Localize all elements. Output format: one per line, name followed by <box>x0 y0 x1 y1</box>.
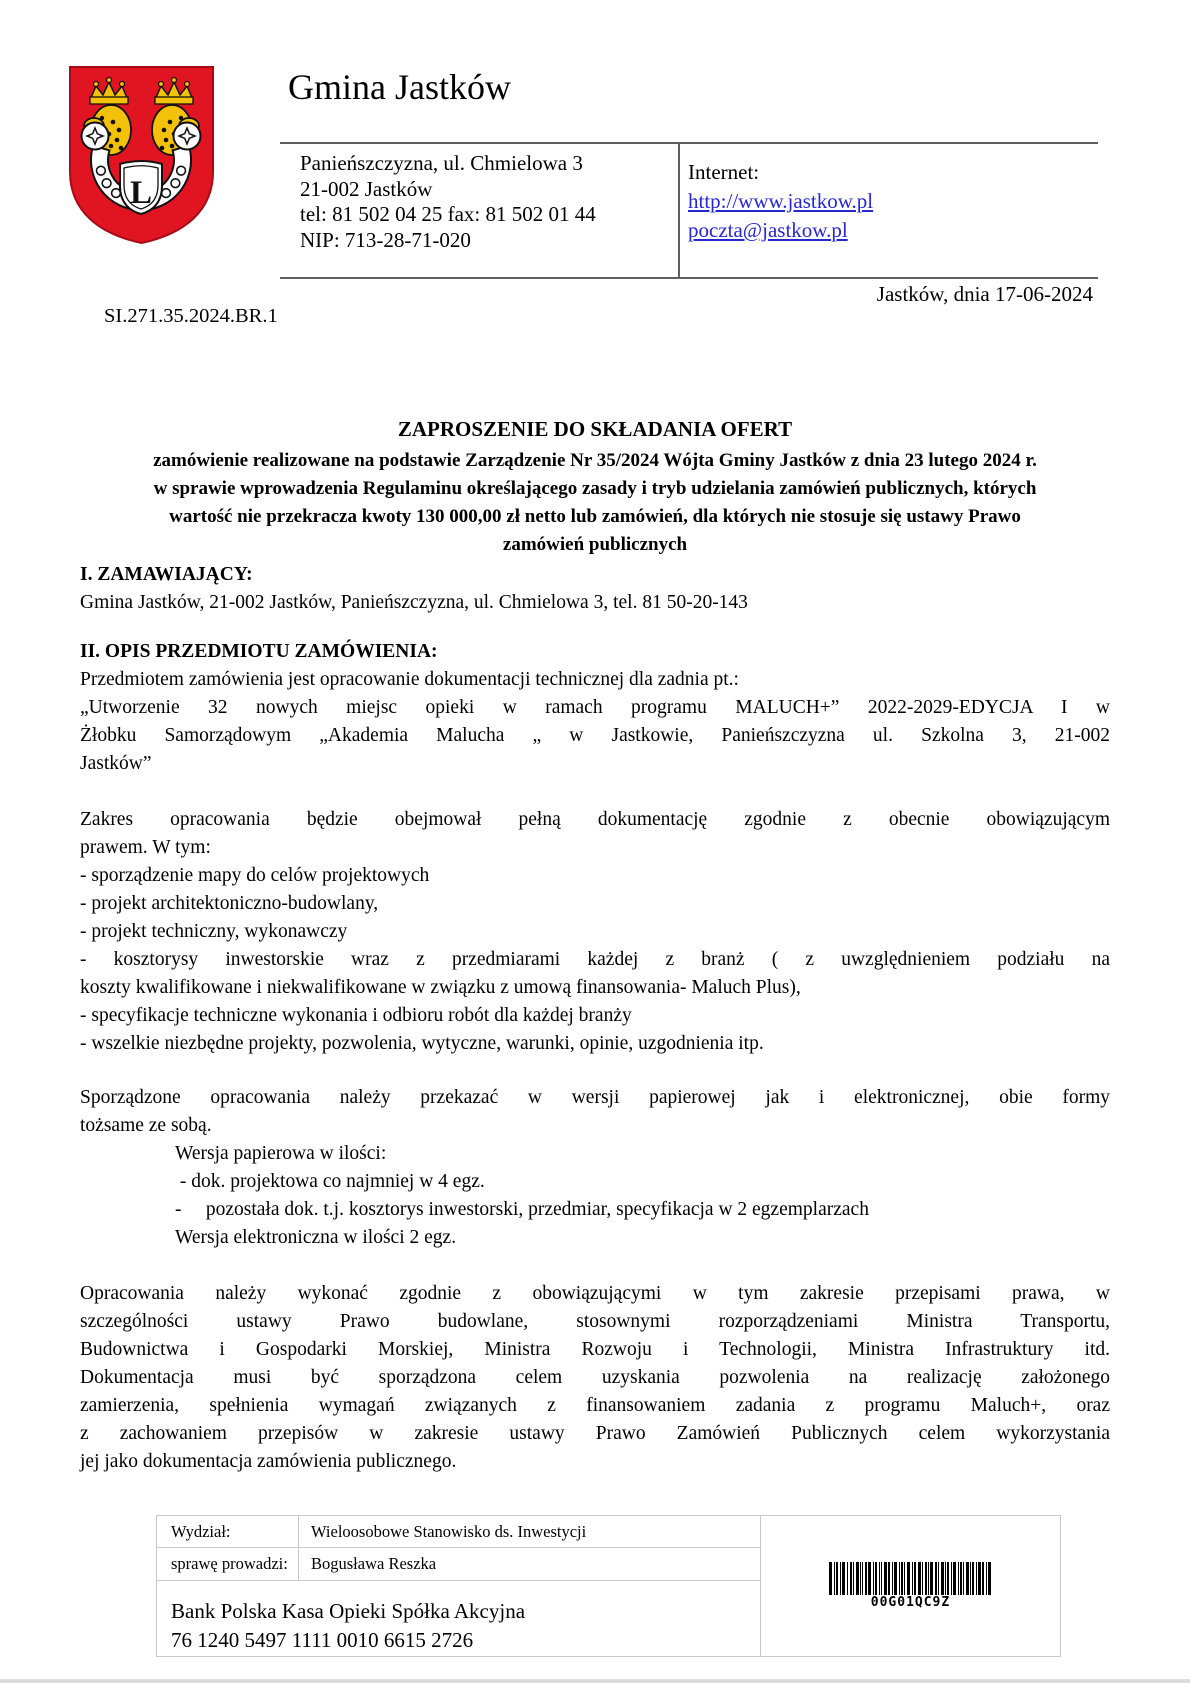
section-zakres <box>80 806 1110 1058</box>
delivery-detail: - dok. projektowa co najmniej w 4 egz. <box>175 1171 485 1192</box>
task-line: Jastków” <box>80 753 152 774</box>
final-line: zamierzenia, spełnienia wymagań związanych z finansowaniem zadania z programu Maluch+, oraz <box>80 1395 1110 1416</box>
header-vertical-divider <box>678 142 680 279</box>
svg-text:L: L <box>129 175 153 211</box>
section2-intro: Przedmiotem zamówienia jest opracowanie dokumentacji technicznej dla zadnia pt.: <box>80 669 739 690</box>
scope-item: - projekt techniczny, wykonawczy <box>80 921 348 942</box>
address-phone: tel: 81 502 04 25 fax: 81 502 01 44 <box>300 202 596 226</box>
barcode-text: 00G01QC9Z <box>870 1595 951 1610</box>
jastkow-coat-of-arms-icon <box>64 64 219 247</box>
scope-item: - sporządzenie mapy do celów projektowych <box>80 865 430 886</box>
scope-intro-line: prawem. W tym: <box>80 837 211 858</box>
section-opis-przedmiotu <box>80 638 1110 778</box>
bank-name: Bank Polska Kasa Opieki Spółka Akcyjna <box>171 1599 526 1623</box>
scope-item-line: koszty kwalifikowane i niekwalifikowane w związku z umową finansowania- Maluch Plus), <box>80 977 801 998</box>
section2-heading: II. OPIS PRZEDMIOTU ZAMÓWIENIA: <box>80 641 438 662</box>
delivery-intro-line: Sporządzone opracowania należy przekazać w wersji papierowej jak i elektronicznej, obie formy <box>80 1087 1110 1108</box>
subtitle-line: zamówień publicznych <box>502 534 688 555</box>
address-street: Panieńszczyzna, ul. Chmielowa 3 <box>300 151 583 175</box>
subtitle-line: wartość nie przekracza kwoty 130 000,00 zł netto lub zamówień, dla których nie stosuje się ustawy Prawo <box>169 506 1021 527</box>
place-and-date: Jastków, dnia 17-06-2024 <box>876 282 1093 306</box>
table-value-sprawe-prowadzi: Bogusława Reszka <box>299 1548 761 1581</box>
section1-text: Gmina Jastków, 21-002 Jastków, Panieńszczyzna, ul. Chmielowa 3, tel. 81 50-20-143 <box>80 592 748 613</box>
section-final <box>80 1280 1110 1476</box>
final-line: Dokumentacja musi być sporządzona celem uzyskania pozwolenia na realizację założonego <box>80 1367 1110 1388</box>
final-line: szczególności ustawy Prawo budowlane, stosownymi rozporządzeniami Ministra Transportu, <box>80 1311 1110 1332</box>
task-line: „Utworzenie 32 nowych miejsc opieki w ramach programu MALUCH+” 2022-2029-EDYCJA I w <box>80 697 1110 718</box>
internet-block <box>688 158 873 245</box>
internet-label: Internet: <box>688 160 760 184</box>
email-link[interactable]: poczta@jastkow.pl <box>688 218 848 242</box>
header-rule-top <box>280 142 1098 144</box>
subtitle-line: zamówienie realizowane na podstawie Zarządzenie Nr 35/2024 Wójta Gminy Jastków z dnia 23 lutego 2024 r. <box>153 450 1037 471</box>
barcode-cell <box>761 1516 1060 1656</box>
address-city: 21-002 Jastków <box>300 176 433 201</box>
delivery-detail: - pozostała dok. t.j. kosztorys inwestorski, przedmiar, specyfikacja w 2 egzemplarzach <box>175 1199 869 1220</box>
scope-item: - projekt architektoniczno-budowlany, <box>80 893 379 914</box>
scope-intro-line: Zakres opracowania będzie obejmował pełną dokumentację zgodnie z obecnie obowiązującym <box>80 809 1110 830</box>
reference-number: SI.271.35.2024.BR.1 <box>104 305 278 327</box>
section-zamawiajacy <box>80 561 1110 617</box>
final-line: Budownictwa i Gospodarki Morskiej, Ministra Rozwoju i Technologii, Ministra Infrastruktury itd. <box>80 1339 1110 1360</box>
document-title: ZAPROSZENIE DO SKŁADANIA OFERT <box>397 417 793 441</box>
table-label-wydzial: Wydział: <box>157 1516 299 1548</box>
scope-item: - wszelkie niezbędne projekty, pozwolenia, wytyczne, warunki, opinie, uzgodnienia itp. <box>80 1033 764 1054</box>
footer-table <box>156 1515 1061 1657</box>
page-bottom-edge <box>0 1679 1190 1683</box>
section-delivery <box>80 1084 1110 1252</box>
header-rule-bottom <box>280 277 1098 279</box>
website-link[interactable]: http://www.jastkow.pl <box>688 189 874 213</box>
bank-info-cell <box>157 1581 761 1656</box>
section1-heading: I. ZAMAWIAJĄCY: <box>80 564 253 585</box>
final-line: z zachowaniem przepisów w zakresie ustawy Prawo Zamówień Publicznych celem wykorzystania <box>80 1423 1110 1444</box>
scope-item-line: - kosztorysy inwestorskie wraz z przedmiarami każdej z branż ( z uwzględnieniem podziału na <box>80 949 1110 970</box>
document-subtitle <box>80 447 1110 559</box>
scope-item: - specyfikacje techniczne wykonania i odbioru robót dla każdej branży <box>80 1005 632 1026</box>
address-nip: NIP: 713-28-71-020 <box>300 227 471 252</box>
final-line: Opracowania należy wykonać zgodnie z obowiązującymi w tym zakresie przepisami prawa, w <box>80 1283 1110 1304</box>
barcode-icon <box>829 1562 993 1595</box>
final-line: jej jako dokumentacja zamówienia publicznego. <box>80 1451 457 1472</box>
bank-account-number: 76 1240 5497 1111 0010 6615 2726 <box>171 1628 474 1652</box>
org-name: Gmina Jastków <box>288 67 511 107</box>
table-value-wydzial: Wieloosobowe Stanowisko ds. Inwestycji <box>299 1516 761 1548</box>
table-label-sprawe-prowadzi: sprawę prowadzi: <box>157 1548 299 1581</box>
delivery-intro-line: tożsame ze sobą. <box>80 1115 212 1136</box>
delivery-detail: Wersja papierowa w ilości: <box>175 1143 387 1164</box>
org-address-block <box>300 151 596 253</box>
delivery-detail: Wersja elektroniczna w ilości 2 egz. <box>175 1227 457 1248</box>
task-line: Żłobku Samorządowym „Akademia Malucha „ w Jastkowie, Panieńszczyzna ul. Szkolna 3, 21-002 <box>80 725 1110 746</box>
subtitle-line: w sprawie wprowadzenia Regulaminu określającego zasady i tryb udzielania zamówień publicznych, których <box>153 478 1037 499</box>
